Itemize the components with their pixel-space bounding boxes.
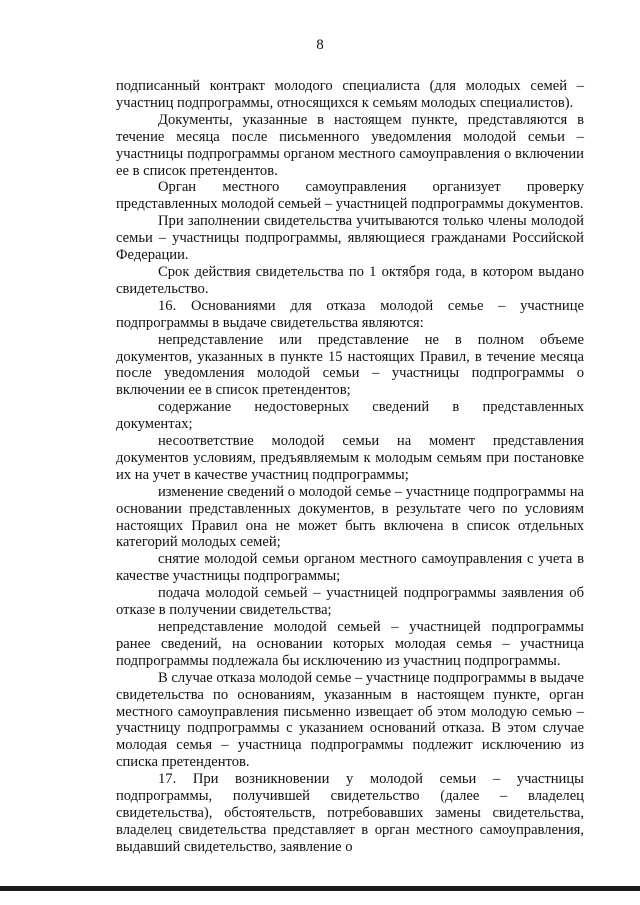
paragraph: Орган местного самоуправления организует проверку представленных молодой семьей – участницей подпрограммы документов. <box>116 179 584 213</box>
page-number: 8 <box>316 37 324 53</box>
document-body <box>116 78 584 856</box>
paragraph: несоответствие молодой семьи на момент представления документов условиям, предъявляемым к молодым семьям при постановке их на учет в качестве участниц подпрограммы; <box>116 433 584 483</box>
bottom-rule <box>0 886 640 891</box>
paragraph: непредставление молодой семьей – участницей подпрограммы ранее сведений, на основании которых молодая семья – участница подпрограммы подлежала бы исключению из участниц подпрограммы. <box>116 619 584 669</box>
paragraph: изменение сведений о молодой семье – участнице подпрограммы на основании представленных документов, в результате чего по условиям настоящих Правил она не может быть включена в список отдельных категорий молодых семей; <box>116 483 584 551</box>
paragraph: подача молодой семьей – участницей подпрограммы заявления об отказе в получении свидетельства; <box>116 585 584 619</box>
paragraph: 17. При возникновении у молодой семьи – участницы подпрограммы, получившей свидетельство (далее – владелец свидетельства), обстоятельств, потребовавших замены свидетельства, владелец свидетельства представляет в орган местного самоуправления, выдавший свидетельство, заявление о <box>116 771 584 855</box>
paragraph: непредставление или представление не в полном объеме документов, указанных в пункте 15 настоящих Правил, в течение месяца после уведомления молодой семьи – участницы подпрограммы о включении ее в список претендентов; <box>116 331 584 399</box>
paragraph: содержание недостоверных сведений в представленных документах; <box>116 399 584 433</box>
paragraph: В случае отказа молодой семье – участнице подпрограммы в выдаче свидетельства по основаниям, указанным в настоящем пункте, орган местного самоуправления письменно извещает об этом молодую семью – участницу подпрограммы с указанием оснований отказа. В этом случае молодая семья – участница подпрограммы подлежит исключению из списка претендентов. <box>116 669 584 771</box>
paragraph: 16. Основаниями для отказа молодой семье – участнице подпрограммы в выдаче свидетельства являются: <box>116 297 584 331</box>
paragraph: Срок действия свидетельства по 1 октября года, в котором выдано свидетельство. <box>116 263 584 297</box>
paragraph: Документы, указанные в настоящем пункте, представляются в течение месяца после письменного уведомления молодой семьи – участницы подпрограммы органом местного самоуправления о включении ее в список претендентов. <box>116 111 584 179</box>
paragraph: подписанный контракт молодого специалиста (для молодых семей – участниц подпрограммы, относящихся к семьям молодых специалистов). <box>116 78 584 111</box>
paragraph: При заполнении свидетельства учитываются только члены молодой семьи – участницы подпрограммы, являющиеся гражданами Российской Федерации. <box>116 213 584 264</box>
paragraph: снятие молодой семьи органом местного самоуправления с учета в качестве участницы подпрограммы; <box>116 551 584 585</box>
